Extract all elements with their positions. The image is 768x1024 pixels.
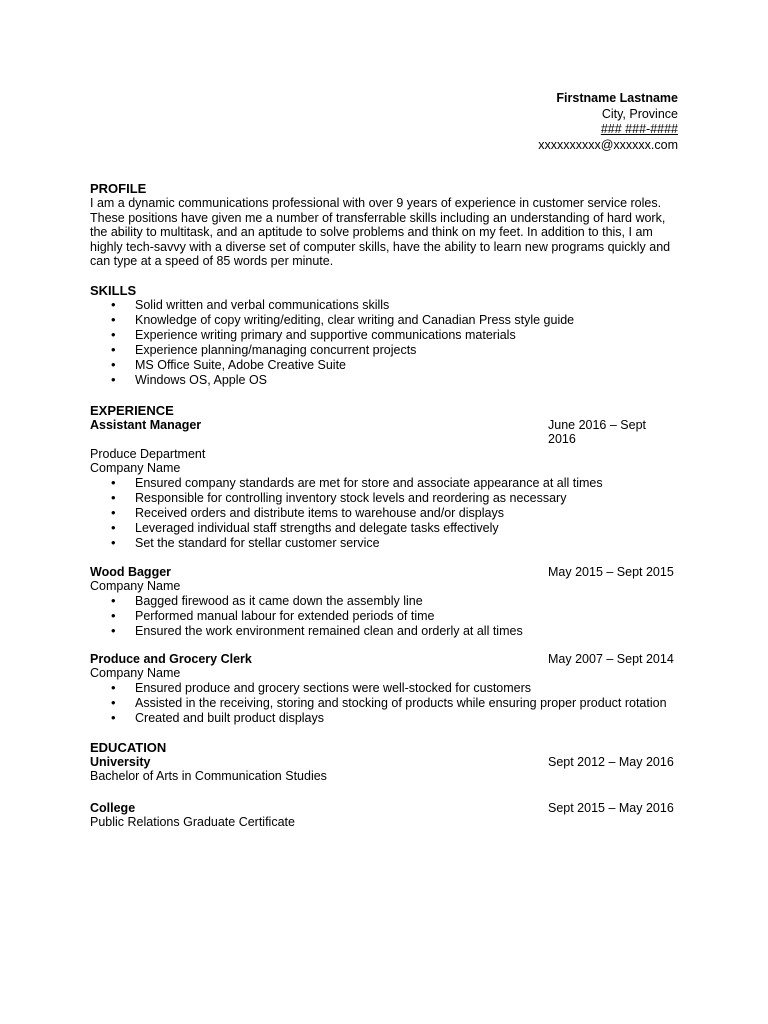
job-title: Wood Bagger (90, 564, 172, 579)
job-entry (90, 418, 675, 551)
skills-list (90, 298, 675, 388)
job-duty: • Ensured produce and grocery sections were well-stocked for customers (90, 681, 675, 696)
candidate-email: xxxxxxxxxx@xxxxxx.com (538, 137, 678, 152)
education-section (90, 740, 675, 830)
skill-item: • Windows OS, Apple OS (90, 373, 675, 388)
skill-item: • Experience writing primary and supportive communications materials (90, 328, 675, 343)
skill-item: • MS Office Suite, Adobe Creative Suite (90, 358, 675, 373)
job-dates: June 2016 – Sept 2016 (548, 417, 646, 446)
skill-item: • Knowledge of copy writing/editing, clear writing and Canadian Press style guide (90, 313, 675, 328)
candidate-location: City, Province (601, 106, 678, 121)
skills-heading: SKILLS (90, 282, 137, 298)
job-duty: • Ensured company standards are met for store and associate appearance at all times (90, 476, 675, 491)
education-entry (90, 801, 675, 830)
skill-item: • Solid written and verbal communications skills (90, 298, 675, 313)
job-duty: • Received orders and distribute items to warehouse and/or displays (90, 506, 675, 521)
job-duties-list (90, 476, 675, 551)
job-duty: • Assisted in the receiving, storing and stocking of products while ensuring proper product rotation (90, 696, 675, 711)
resume-body (90, 181, 675, 830)
profile-section (90, 181, 675, 269)
profile-heading: PROFILE (90, 181, 147, 196)
job-duty: • Set the standard for stellar customer service (90, 536, 675, 551)
job-company: Company Name (90, 579, 181, 593)
school-name: College (90, 800, 136, 815)
job-duties-list (90, 681, 675, 726)
job-duties-list (90, 594, 675, 639)
job-title: Assistant Manager (90, 417, 202, 432)
job-entry (90, 565, 675, 639)
education-program: Public Relations Graduate Certificate (90, 815, 295, 829)
education-dates: Sept 2012 – May 2016 (548, 754, 674, 769)
job-duty: • Bagged firewood as it came down the assembly line (90, 594, 675, 609)
job-duty: • Leveraged individual staff strengths and delegate tasks effectively (90, 521, 675, 536)
education-entry (90, 755, 675, 784)
experience-section (90, 403, 675, 726)
experience-heading: EXPERIENCE (90, 402, 174, 418)
candidate-phone: ### ###-#### (600, 122, 678, 136)
candidate-name: Firstname Lastname (556, 91, 678, 105)
education-program: Bachelor of Arts in Communication Studies (90, 769, 327, 783)
school-name: University (90, 754, 151, 769)
education-dates: Sept 2015 – May 2016 (548, 800, 674, 815)
education-heading: EDUCATION (90, 739, 167, 755)
job-dates: May 2015 – Sept 2015 (548, 564, 674, 579)
job-duty: • Responsible for controlling inventory stock levels and reordering as necessary (90, 491, 675, 506)
skill-item: • Experience planning/managing concurrent projects (90, 343, 675, 358)
skills-section (90, 283, 675, 388)
job-company: Company Name (90, 461, 181, 475)
job-dates: May 2007 – Sept 2014 (548, 651, 674, 666)
profile-text: I am a dynamic communications professional with over 9 years of experience in customer service roles. These positions have given me a number of transferrable skills including an understanding of hard work, the ability to multitask, and an aptitude to solve problems and think on my feet. In addition to this, I am highly tech-savvy with a diverse set of computer skills, have the ability to learn new programs quickly and can type at a speed of 85 words per minute. (90, 196, 671, 268)
job-duty: • Ensured the work environment remained clean and orderly at all times (90, 624, 675, 639)
job-duty: • Performed manual labour for extended periods of time (90, 609, 675, 624)
job-duty: • Created and built product displays (90, 711, 675, 726)
job-entry (90, 652, 675, 726)
job-department: Produce Department (90, 446, 206, 461)
job-company: Company Name (90, 666, 181, 680)
contact-header (538, 91, 678, 153)
job-title: Produce and Grocery Clerk (90, 651, 252, 666)
